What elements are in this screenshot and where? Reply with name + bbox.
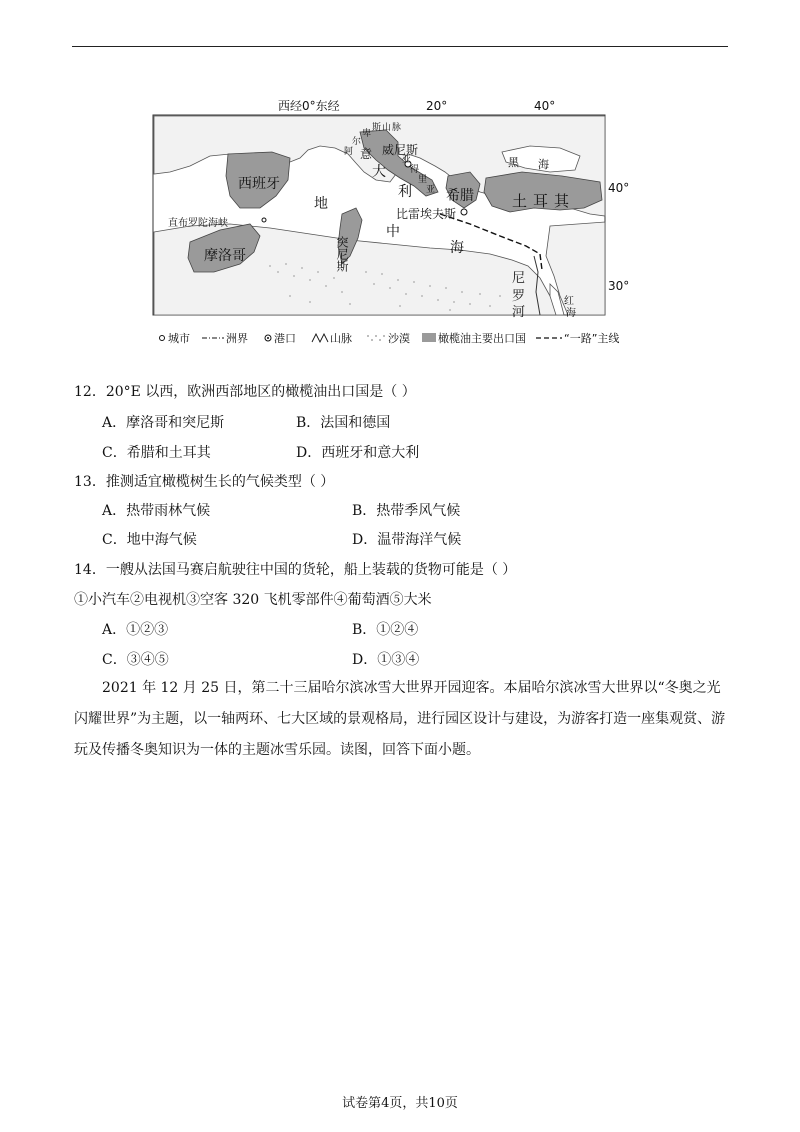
- legend-city: 城市: [168, 332, 190, 345]
- map-legend: [160, 331, 620, 345]
- question-12-stem: 12．20°E 以西，欧洲西部地区的橄榄油出口国是（ ）: [74, 384, 416, 400]
- q12-option-b[interactable]: B．法国和德国: [296, 415, 391, 431]
- legend-desert: 沙漠: [388, 332, 410, 345]
- legend-desert-icon: [367, 335, 385, 341]
- legend-mountain-icon: [312, 334, 328, 342]
- label-red-1: 红: [564, 296, 574, 307]
- label-black-1: 黑: [508, 156, 519, 169]
- lon-label-20: 20°: [426, 99, 448, 113]
- question-14-stem: 14．一艘从法国马赛启航驶往中国的货轮，船上装载的货物可能是（ ）: [74, 562, 517, 578]
- lat-label-30: 30°: [608, 279, 630, 293]
- q14-option-a[interactable]: A．①②③: [102, 622, 169, 638]
- label-gibraltar: 直布罗陀海峡: [168, 218, 228, 229]
- q12-option-c[interactable]: C．希腊和土耳其: [102, 445, 211, 461]
- legend-port: 港口: [274, 332, 296, 345]
- legend-mountain: 山脉: [330, 332, 352, 345]
- q12-option-d[interactable]: D．西班牙和意大利: [296, 445, 420, 461]
- map-svg: [150, 96, 630, 346]
- question-14-items: ①小汽车②电视机③空客 320 飞机零部件④葡萄酒⑤大米: [74, 592, 432, 608]
- label-italy-da: 大: [372, 164, 386, 180]
- label-nile-1: 尼: [512, 271, 526, 286]
- label-med-1: 地: [314, 196, 328, 212]
- label-li-sea: 里: [418, 175, 428, 185]
- legend-city-icon: [160, 336, 165, 341]
- lon-label-0: 西经0°东经: [278, 99, 340, 113]
- q14-option-b[interactable]: B．①②④: [352, 622, 419, 638]
- legend-route: “一路”主线: [564, 332, 620, 345]
- label-turkey: 土耳其: [512, 192, 576, 210]
- label-de: 得: [410, 165, 420, 175]
- q13-option-c[interactable]: C．地中海气候: [102, 532, 197, 548]
- legend-olive-icon: [422, 333, 436, 342]
- piraeus-port: [461, 209, 467, 215]
- label-nile-2: 罗: [512, 289, 526, 304]
- q13-option-a[interactable]: A．热带雨林气候: [102, 503, 211, 519]
- label-greece: 希腊: [446, 188, 474, 204]
- label-alps-d: 斯: [372, 123, 382, 133]
- legend-olive: 橄榄油主要出口国: [438, 332, 526, 345]
- label-ya2: 亚: [426, 185, 436, 195]
- label-alps-a: 阿: [344, 147, 354, 157]
- lat-label-40: 40°: [608, 181, 630, 195]
- label-alps-b: 尔: [352, 137, 362, 147]
- label-spain: 西班牙: [238, 176, 280, 192]
- label-ya: 亚: [402, 155, 412, 165]
- label-morocco: 摩洛哥: [204, 248, 246, 264]
- q12-option-a[interactable]: A．摩洛哥和突尼斯: [102, 415, 225, 431]
- mediterranean-map: [150, 96, 630, 346]
- label-red-2: 海: [566, 308, 576, 319]
- page-footer: 试卷第4页，共10页: [342, 1096, 458, 1111]
- question-13-stem: 13．推测适宜橄榄树生长的气候类型（ ）: [74, 474, 335, 490]
- label-venice: 威尼斯: [382, 143, 419, 157]
- label-med-2: 中: [386, 224, 400, 240]
- label-italy-li: 利: [398, 184, 412, 200]
- label-alps-c: 卑: [362, 129, 372, 139]
- q13-option-d[interactable]: D．温带海洋气候: [352, 532, 462, 548]
- gibraltar-city: [262, 218, 266, 222]
- legend-boundary: 洲界: [226, 332, 248, 345]
- label-black-2: 海: [538, 158, 549, 171]
- lon-label-40: 40°: [534, 99, 556, 113]
- label-yi: 意: [360, 147, 373, 161]
- label-alps-f: 脉: [392, 123, 402, 133]
- label-piraeus: 比雷埃夫斯: [396, 207, 457, 221]
- top-rule: [72, 46, 728, 47]
- harbin-passage: 2021 年 12 月 25 日，第二十三届哈尔滨冰雪大世界开园迎客。本届哈尔滨冰雪大世界以“冬奥之光闪耀世界”为主题，以一轴两环、七大区域的景观格局，进行园区设计与建设，为游客打造一座集观赏、游玩及传播冬奥知识为一体的主题冰雪乐园。读图，回答下面小题。: [74, 680, 726, 758]
- label-alps-e: 山: [382, 123, 392, 133]
- label-tunisia: 突尼斯: [335, 236, 349, 272]
- label-nile-3: 河: [512, 305, 526, 320]
- q14-option-c[interactable]: C．③④⑤: [102, 652, 169, 668]
- q14-option-d[interactable]: D．①③④: [352, 652, 420, 668]
- q13-option-b[interactable]: B．热带季风气候: [352, 503, 461, 519]
- label-med-3: 海: [450, 240, 464, 256]
